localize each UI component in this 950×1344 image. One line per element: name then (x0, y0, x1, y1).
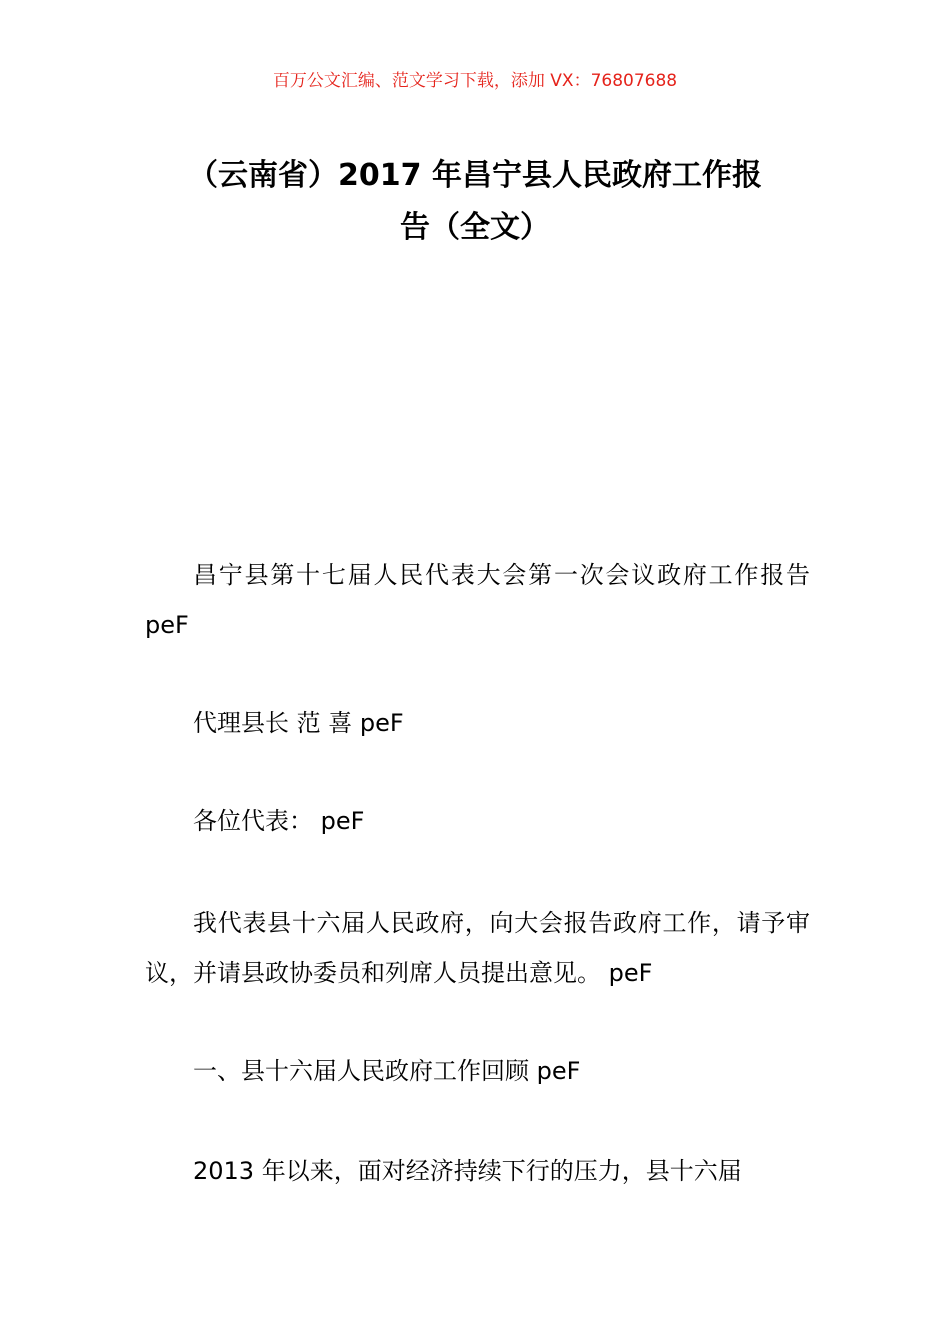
paragraph-speaker: 代理县长 范 喜 peF (193, 709, 404, 737)
title-line-2: 告（全文） (400, 210, 550, 245)
header-note: 百万公文汇编、范文学习下载，添加 VX：76807688 (272, 71, 678, 91)
page-title (130, 150, 820, 254)
paragraph-report-heading: 昌宁县第十七届人民代表大会第一次会议政府工作报告 peF (145, 561, 810, 639)
paragraph-salutation: 各位代表： peF (193, 807, 365, 835)
paragraph-review-start: 2013 年以来，面对经济持续下行的压力，县十六届 (193, 1157, 742, 1185)
paragraph-intro: 我代表县十六届人民政府，向大会报告政府工作，请予审议，并请县政协委员和列席人员提出意见。 peF (145, 909, 810, 987)
section-heading-review: 一、县十六届人民政府工作回顾 peF (193, 1057, 581, 1085)
title-line-1: （云南省）2017 年昌宁县人民政府工作报 (188, 158, 762, 193)
